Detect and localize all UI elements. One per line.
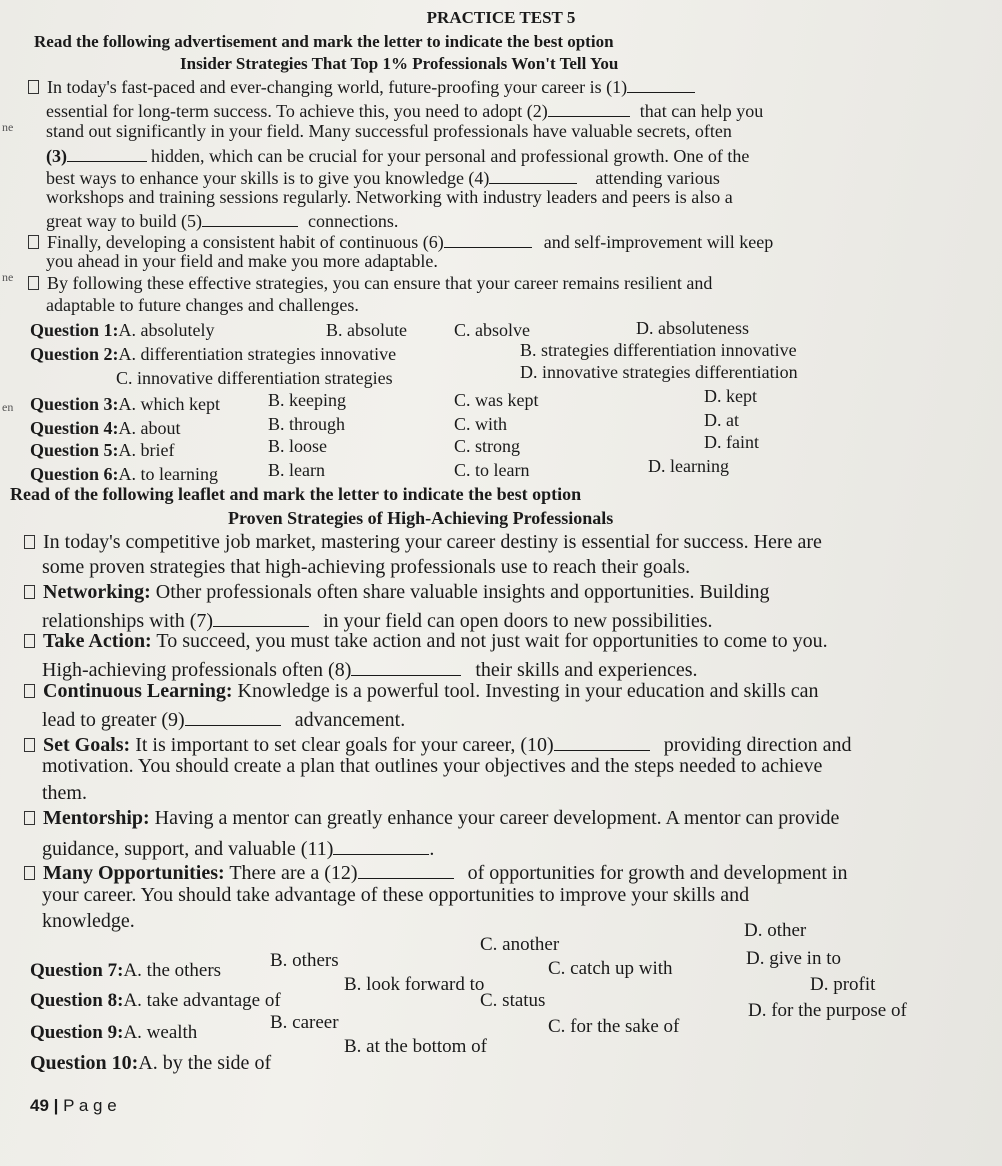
option-c: C. status — [480, 990, 546, 1011]
bullet-icon — [28, 276, 39, 290]
option-b: B. at the bottom of — [344, 1036, 488, 1057]
option-b: B. keeping — [268, 390, 346, 410]
ad-line: you ahead in your field and make you more adaptable. — [46, 251, 438, 271]
edge-fragment: ne — [2, 120, 14, 134]
leaflet-line: them. — [42, 782, 87, 804]
question-row: Question 10:A. by the side of — [30, 1052, 272, 1074]
option-d: D. innovative strategies differentiation — [520, 362, 798, 382]
answer-blank-7 — [213, 606, 309, 627]
option-c: C. absolve — [454, 320, 530, 340]
leaflet-line: Mentorship: Having a mentor can greatly enhance your career development. A mentor can provide — [24, 807, 839, 830]
question-row: Question 6:A. to learning — [30, 464, 218, 484]
section2-heading: Proven Strategies of High-Achieving Professionals — [228, 508, 614, 528]
question-row: Question 8:A. take advantage of — [30, 990, 281, 1011]
ad-line: stand out significantly in your field. Many successful professionals have valuable secrets, often — [46, 121, 732, 141]
question-row: Question 2:A. differentiation strategies innovative — [30, 344, 397, 364]
answer-blank-1 — [627, 74, 695, 93]
option-d: D. profit — [810, 974, 876, 995]
option-d: D. at — [704, 410, 739, 430]
option-b: B. through — [268, 414, 346, 434]
leaflet-line: relationships with (7) in your field can open doors to new possibilities. — [42, 606, 712, 633]
answer-blank-10 — [554, 730, 650, 751]
option-d: D. faint — [704, 432, 759, 452]
ad-line: essential for long-term success. To achieve this, you need to adopt (2) that can help you — [46, 98, 763, 122]
bullet-icon — [24, 684, 35, 698]
question-row: Question 4:A. about — [30, 418, 181, 438]
ad-line: best ways to enhance your skills is to give you knowledge (4) attending various — [46, 165, 720, 189]
edge-fragment: ne — [2, 270, 14, 284]
option-d: D. for the purpose of — [748, 1000, 907, 1021]
leaflet-line: guidance, support, and valuable (11) . — [42, 834, 434, 861]
bullet-icon — [24, 866, 35, 880]
option-d: D. learning — [648, 456, 729, 476]
option-d: D. kept — [704, 386, 757, 406]
leaflet-line: motivation. You should create a plan that outlines your objectives and the steps needed to achieve — [42, 755, 823, 777]
ad-line: great way to build (5) connections. — [46, 208, 398, 232]
ad-line: adaptable to future changes and challenges. — [46, 295, 359, 315]
option-c: C. strong — [454, 436, 521, 456]
option-c: C. with — [454, 414, 508, 434]
leaflet-line: Networking: Other professionals often share valuable insights and opportunities. Building — [24, 581, 770, 604]
section1-heading: Insider Strategies That Top 1% Professionals Won't Tell You — [180, 54, 619, 73]
option-b: B. strategies differentiation innovative — [520, 340, 797, 360]
option-c: C. innovative differentiation strategies — [116, 368, 393, 388]
option-c: C. another — [480, 934, 560, 955]
leaflet-line: High-achieving professionals often (8) their skills and experiences. — [42, 655, 698, 682]
ad-line: Finally, developing a consistent habit of continuous (6) and self-improvement will keep — [28, 229, 773, 253]
bullet-icon — [24, 738, 35, 752]
leaflet-line: In today's competitive job market, mastering your career destiny is essential for success. Here are — [24, 531, 822, 554]
ad-line: In today's fast-paced and ever-changing world, future-proofing your career is (1) — [28, 74, 695, 98]
question-row: Question 9:A. wealth — [30, 1022, 198, 1043]
bullet-icon — [28, 80, 39, 94]
bullet-icon — [24, 535, 35, 549]
answer-blank-11 — [333, 834, 429, 855]
option-d: D. give in to — [746, 948, 841, 969]
option-d: D. other — [744, 920, 807, 941]
leaflet-line: your career. You should take advantage of these opportunities to improve your skills and — [42, 884, 750, 906]
option-b: B. loose — [268, 436, 328, 456]
leaflet-line: some proven strategies that high-achieving professionals use to reach their goals. — [42, 556, 691, 578]
question-row: Question 5:A. brief — [30, 440, 175, 460]
bullet-icon — [24, 811, 35, 825]
option-c: C. was kept — [454, 390, 539, 410]
answer-blank-3 — [67, 143, 147, 162]
ad-line: workshops and training sessions regularly. Networking with industry leaders and peers is also a — [46, 187, 733, 207]
question-row: Question 1:A. absolutely — [30, 320, 215, 340]
question-row: Question 7:A. the others — [30, 960, 222, 981]
leaflet-line: Take Action: To succeed, you must take action and not just wait for opportunities to come to you. — [24, 630, 828, 653]
edge-fragment: en — [2, 400, 14, 414]
option-c: C. to learn — [454, 460, 530, 480]
leaflet-line: Many Opportunities: There are a (12) of opportunities for growth and development in — [24, 858, 848, 885]
page-footer: 49 | P a g e — [30, 1096, 117, 1115]
answer-blank-2 — [548, 98, 630, 117]
option-b: B. absolute — [326, 320, 407, 340]
ad-line: (3) hidden, which can be crucial for your personal and professional growth. One of the — [46, 143, 749, 167]
leaflet-line: Set Goals: It is important to set clear goals for your career, (10) providing direction and — [24, 730, 851, 757]
bullet-icon — [24, 585, 35, 599]
option-b: B. others — [270, 950, 339, 971]
option-b: B. look forward to — [344, 974, 485, 995]
section1-instruction: Read the following advertisement and mark the letter to indicate the best option — [34, 32, 614, 51]
answer-blank-8 — [351, 655, 461, 676]
test-title: PRACTICE TEST 5 — [426, 8, 576, 27]
section2-instruction: Read of the following leaflet and mark the letter to indicate the best option — [10, 484, 582, 504]
bullet-icon — [24, 634, 35, 648]
answer-blank-12 — [358, 858, 454, 879]
leaflet-line: Continuous Learning: Knowledge is a powerful tool. Investing in your education and skills can — [24, 680, 819, 703]
answer-blank-6 — [444, 229, 532, 248]
answer-blank-4 — [489, 165, 577, 184]
option-c: C. catch up with — [548, 958, 673, 979]
answer-blank-9 — [185, 705, 281, 726]
ad-line: By following these effective strategies, you can ensure that your career remains resilient and — [28, 273, 712, 294]
answer-blank-5 — [202, 208, 298, 227]
option-b: B. learn — [268, 460, 325, 480]
bullet-icon — [28, 235, 39, 249]
option-b: B. career — [270, 1012, 339, 1033]
option-d: D. absoluteness — [636, 318, 749, 338]
question-row: Question 3:A. which kept — [30, 394, 220, 414]
leaflet-line: knowledge. — [42, 910, 135, 932]
option-c: C. for the sake of — [548, 1016, 680, 1037]
leaflet-line: lead to greater (9) advancement. — [42, 705, 405, 732]
